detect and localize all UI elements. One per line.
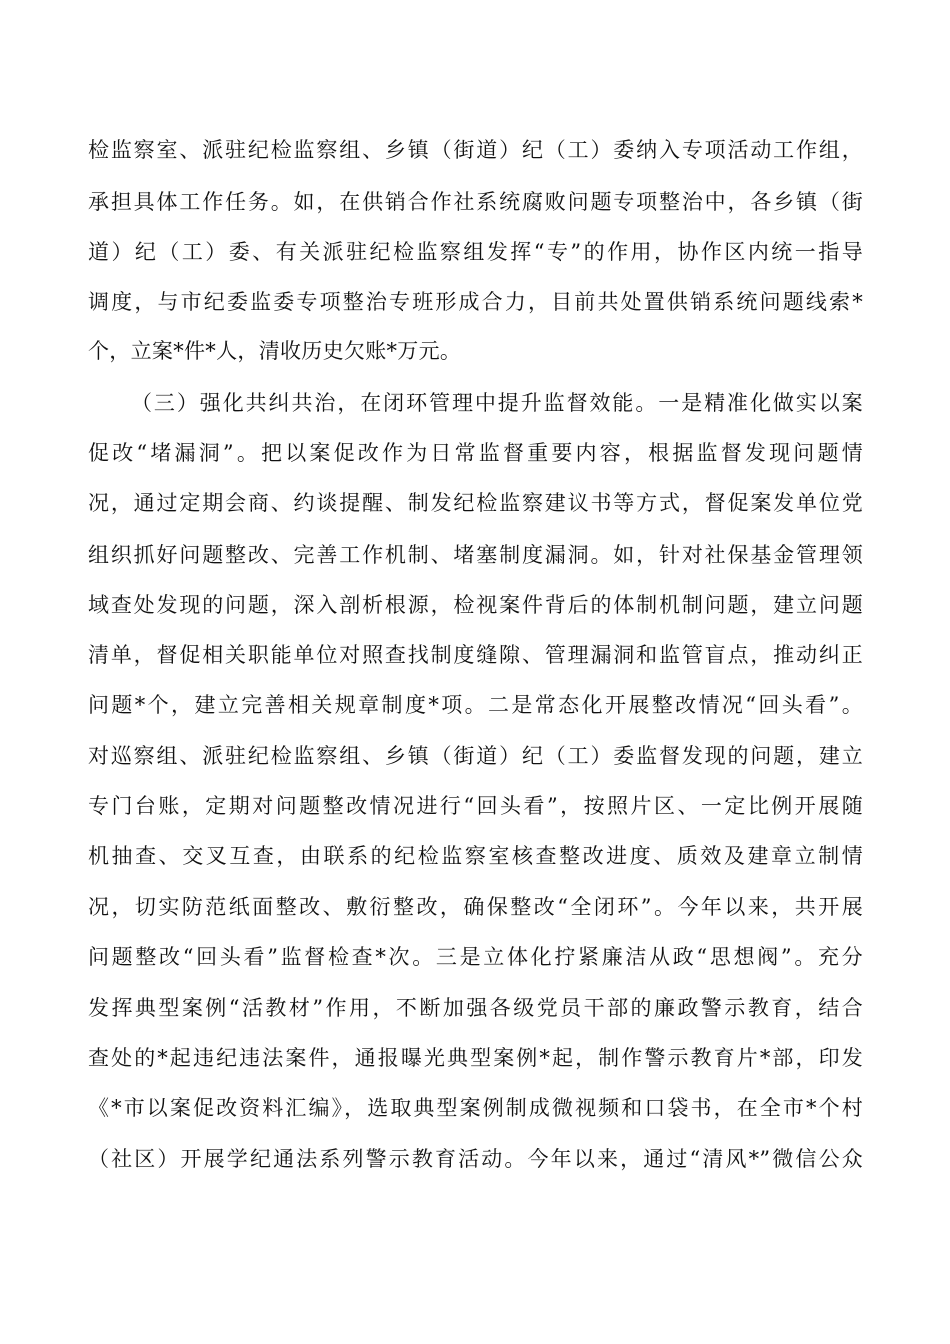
text-line: 机抽查、交叉互查，由联系的纪检监察室核查整改进度、质效及建章立制情 xyxy=(88,844,863,868)
text-line: 《*市以案促改资料汇编》，选取典型案例制成微视频和口袋书，在全市*个村 xyxy=(88,1096,863,1120)
text-line: 域查处发现的问题，深入剖析根源，检视案件背后的体制机制问题，建立问题 xyxy=(88,593,863,617)
text-line: 专门台账，定期对问题整改情况进行“回头看”，按照片区、一定比例开展随 xyxy=(88,794,863,818)
text-line: 清单，督促相关职能单位对照查找制度缝隙、管理漏洞和监管盲点，推动纠正 xyxy=(88,643,863,667)
text-line: 组织抓好问题整改、完善工作机制、堵塞制度漏洞。如，针对社保基金管理领 xyxy=(88,543,863,567)
text-line: 问题*个，建立完善相关规章制度*项。二是常态化开展整改情况“回头看”。 xyxy=(88,693,863,717)
text-line: 调度，与市纪委监委专项整治专班形成合力，目前共处置供销系统问题线索* xyxy=(88,290,863,314)
text-line: 发挥典型案例“活教材”作用，不断加强各级党员干部的廉政警示教育，结合 xyxy=(88,996,863,1020)
text-line: 查处的*起违纪违法案件，通报曝光典型案例*起，制作警示教育片*部，印发 xyxy=(88,1046,863,1070)
text-line: 检监察室、派驻纪检监察组、乡镇（街道）纪（工）委纳入专项活动工作组， xyxy=(88,138,863,162)
text-line: 对巡察组、派驻纪检监察组、乡镇（街道）纪（工）委监督发现的问题，建立 xyxy=(88,744,863,768)
text-line: 承担具体工作任务。如，在供销合作社系统腐败问题专项整治中，各乡镇（街 xyxy=(88,190,863,214)
text-line: 况，通过定期会商、约谈提醒、制发纪检监察建议书等方式，督促案发单位党 xyxy=(88,491,863,515)
text-line: 问题整改“回头看”监督检查*次。三是立体化拧紧廉洁从政“思想阀”。充分 xyxy=(88,945,863,969)
paragraph-heading-line: （三）强化共纠共治，在闭环管理中提升监督效能。一是精准化做实以案 xyxy=(131,391,863,415)
text-line: 促改“堵漏洞”。把以案促改作为日常监督重要内容，根据监督发现问题情 xyxy=(88,441,863,465)
text-line: 个，立案*件*人，清收历史欠账*万元。 xyxy=(88,339,462,363)
text-line: （社区）开展学纪通法系列警示教育活动。今年以来，通过“清风*”微信公众 xyxy=(88,1147,863,1171)
text-line: 况，切实防范纸面整改、敷衍整改，确保整改“全闭环”。今年以来，共开展 xyxy=(88,895,863,919)
text-line: 道）纪（工）委、有关派驻纪检监察组发挥“专”的作用，协作区内统一指导 xyxy=(88,240,863,264)
